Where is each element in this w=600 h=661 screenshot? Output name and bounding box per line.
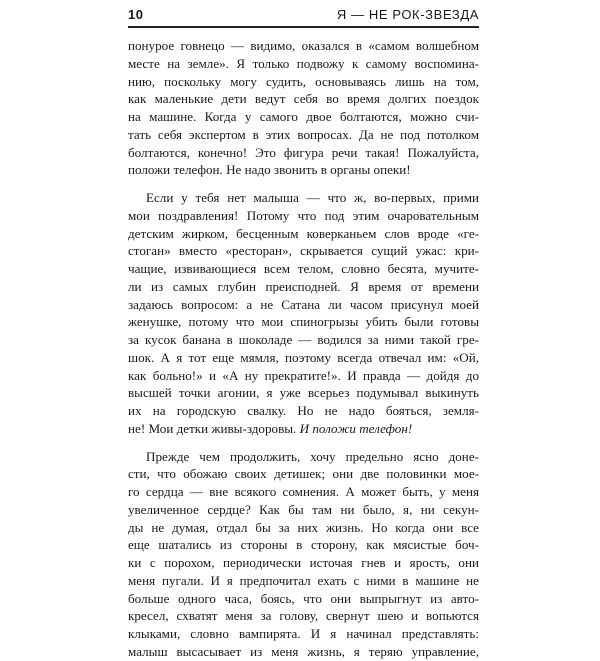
text-line: женушке, потому что мои спиногрызы убить были готовы	[128, 314, 479, 330]
text-line: Если у тебя нет малыша — что ж, во-первых, прими	[146, 190, 479, 205]
text-line: высшей точки агонии, я уже всерьез подумывал выкинуть	[128, 385, 479, 401]
text-line: как больно!» и «А ну прекратите!». И правда — дойдя до	[128, 367, 479, 383]
paragraph-3	[128, 448, 479, 661]
running-title: Я — НЕ РОК-ЗВЕЗДА	[336, 7, 479, 22]
text-line: малыш высасывает из меня жизнь, я теряю управление,	[128, 643, 479, 659]
text-line: еще шатались из стороны в сторону, как мясистые боч-	[128, 537, 479, 553]
text-line: больше одного часа, боясь, что они выпрыгнут из авто-	[128, 590, 479, 606]
text-line: стоган» вместо «ресторан», скрывается сущий ужас: кри-	[128, 243, 479, 259]
text-line	[128, 420, 479, 438]
body-text	[128, 37, 479, 661]
text-line: меня пугали. И я предпочитал ехать с ними в машине не	[128, 572, 479, 588]
text-line: месте на земле». Я только подвожу к самому воспомина-	[128, 55, 479, 71]
text-line: ки с порохом, периодически источая гнев и ярость, они	[128, 555, 479, 570]
text-line: Прежде чем продолжить, хочу предельно ясно доне-	[146, 448, 479, 464]
text-line-italic: И положи телефон!	[299, 420, 413, 436]
text-line: за кусок банана в шоколаде — водился за ними такой гре-	[128, 332, 479, 347]
text-line: положи телефон. Не надо звонить в органы опеки!	[128, 162, 411, 178]
text-line: клыками, словно вампирята. И я начинал представлять:	[128, 626, 479, 641]
text-line: увеличенное сердце? Как бы там ни было, я, ни секун-	[128, 501, 479, 517]
text-line: тать себя экспертом в этих вопросах. Да не под потолком	[128, 126, 479, 142]
text-line: на машине. Когда у самого двое болтаются, можно счи-	[128, 109, 479, 124]
text-line: го сердца — вне всякого сомнения. А может быть, у меня	[128, 484, 479, 499]
text-line: детским жирком, бесценным коверканьем слов вроде «ге-	[128, 225, 479, 241]
text-line-normal: не! Мои детки живы-здоровы.	[128, 420, 297, 436]
text-line: сти, что обожаю своих детишек; они две половинки мое-	[128, 466, 479, 482]
text-line: чащие, извивающиеся всем телом, словно бесята, мучите-	[128, 261, 479, 276]
page-number: 10	[128, 7, 144, 22]
text-line: нию, поскольку могу судить, основываясь лишь на том,	[128, 73, 479, 89]
text-line: ды не думая, отдал бы за них жизнь. Но когда они все	[128, 519, 479, 535]
text-line: как маленькие дети ведут себя во время долгих поездок	[128, 91, 479, 107]
paragraph-2	[128, 189, 479, 438]
text-line: болтаются, конечно! Это фигура речи такая! Пожалуйста,	[128, 144, 479, 160]
paragraph-1	[128, 37, 479, 179]
text-line: ли из самых глубин преисподней. Я время от времени	[128, 278, 479, 294]
text-line: кресел, схватят меня за голову, свернут шею и вопьются	[128, 608, 479, 624]
text-line: мои поздравления! Потому что под этим очаровательным	[128, 207, 479, 223]
page-header	[128, 6, 479, 28]
text-line: понурое говнецо — видимо, оказался в «самом волшебном	[128, 38, 479, 53]
text-line: задаюсь вопросом: а не Сатана ли часом присунул моей	[128, 296, 479, 312]
text-line: шок. А я тот еще мямля, поэтому всегда отвечал им: «Ой,	[128, 349, 479, 365]
text-line: их на городскую свалку. Но не надо бояться, земля-	[128, 403, 479, 418]
